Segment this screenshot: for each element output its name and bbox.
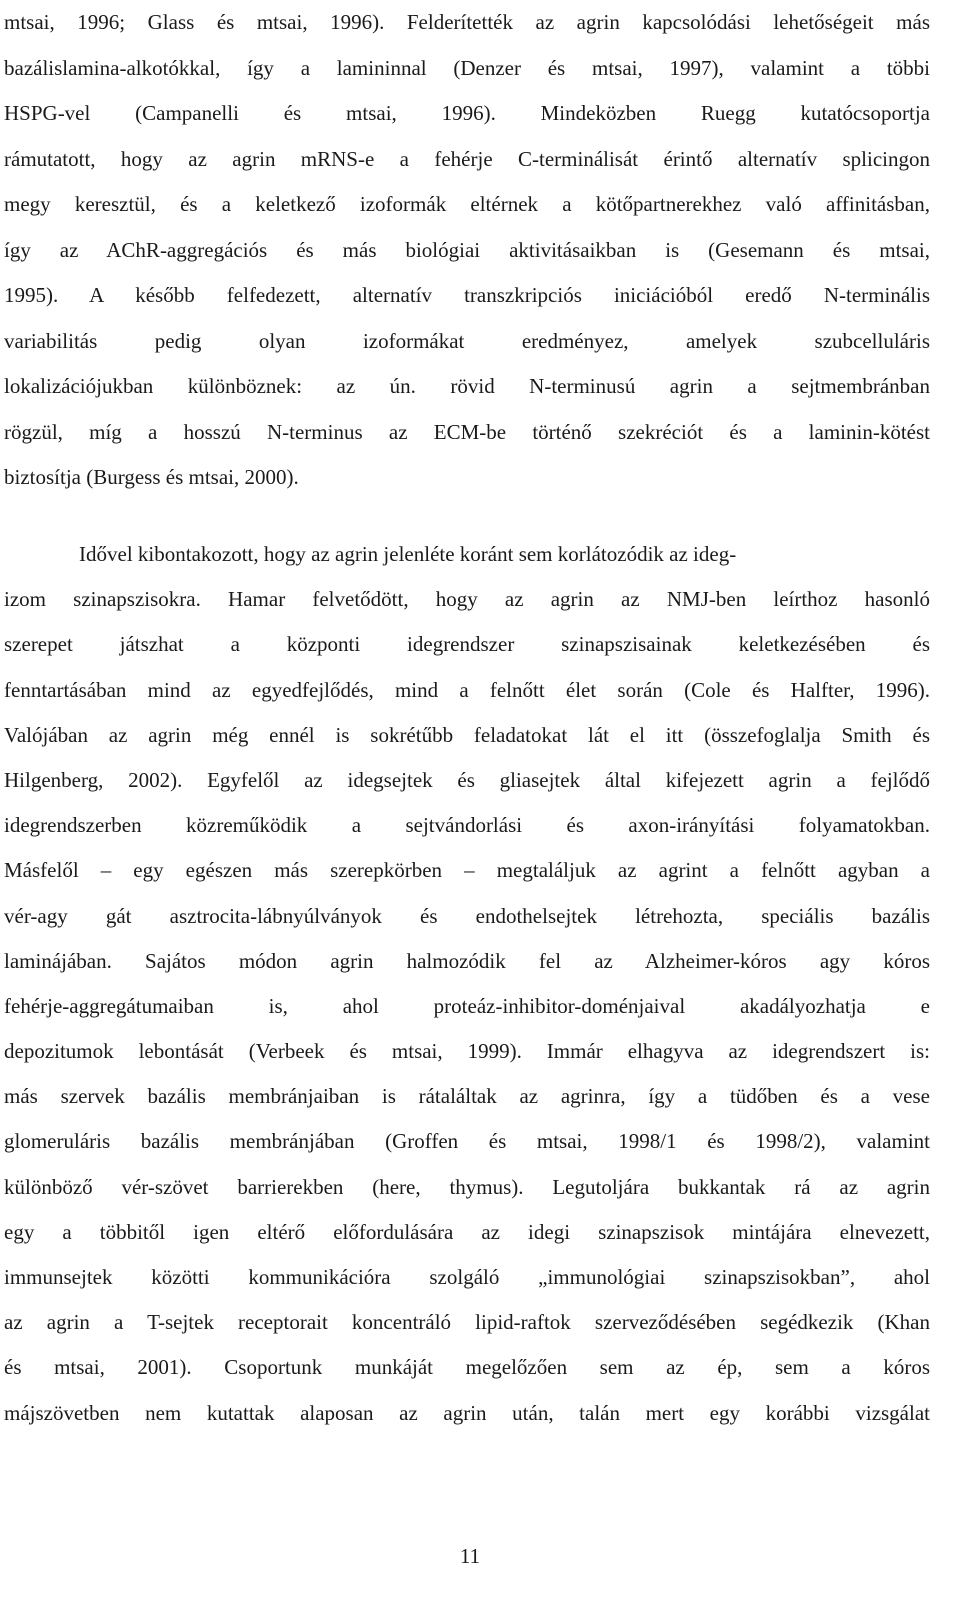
- text-line: és mtsai, 2001). Csoportunk munkáját megelőzően sem az ép, sem a kóros: [4, 1355, 930, 1380]
- text-line: variabilitás pedig olyan izoformákat eredményez, amelyek szubcelluláris: [4, 328, 930, 353]
- text-line: biztosítja (Burgess és mtsai, 2000).: [4, 465, 299, 489]
- text-line: vér-agy gát asztrocita-lábnyúlványok és endothelsejtek létrehozta, speciális bazális: [4, 903, 930, 928]
- text-line: 1995). A később felfedezett, alternatív transzkripciós iniciációból eredő N-terminális: [4, 283, 930, 307]
- text-line: így az AChR-aggregációs és más biológiai aktivitásaikban is (Gesemann és mtsai,: [4, 237, 930, 262]
- text-line: más szervek bazális membránjaiban is rátaláltak az agrinra, így a tüdőben és a vese: [4, 1084, 930, 1109]
- text-line: Valójában az agrin még ennél is sokrétűbb feladatokat lát el itt (összefoglalja Smith és: [4, 722, 930, 747]
- text-line: szerepet játszhat a központi idegrendszer szinapszisainak keletkezésében és: [4, 632, 930, 657]
- text-line: idegrendszerben közreműködik a sejtvándorlási és axon-irányítási folyamatokban.: [4, 813, 930, 838]
- text-line: az agrin a T-sejtek receptorait koncentráló lipid-raftok szerveződésében segédkezik (Khan: [4, 1310, 930, 1335]
- text-line: lokalizációjukban különböznek: az ún. rövid N-terminusú agrin a sejtmembránban: [4, 374, 930, 398]
- paragraph-1: [4, 0, 930, 501]
- text-line: különböző vér-szövet barrierekben (here, thymus). Legutoljára bukkantak rá az agrin: [4, 1174, 930, 1199]
- text-line: mtsai, 1996; Glass és mtsai, 1996). Felderítették az agrin kapcsolódási lehetőségeit más: [4, 10, 930, 34]
- text-line: laminájában. Sajátos módon agrin halmozódik fel az Alzheimer-kóros agy kóros: [4, 948, 930, 973]
- text-line: rögzül, míg a hosszú N-terminus az ECM-be történő szekréciót és a laminin-kötést: [4, 419, 930, 444]
- text-line: fehérje-aggregátumaiban is, ahol proteáz-inhibitor-doménjaival akadályozhatja e: [4, 993, 930, 1018]
- text-line: HSPG-vel (Campanelli és mtsai, 1996). Mindeközben Ruegg kutatócsoportja: [4, 101, 930, 125]
- text-line: májszövetben nem kutattak alaposan az agrin után, talán mert egy korábbi vizsgálat: [4, 1400, 930, 1425]
- paragraph-2: [4, 532, 930, 1436]
- text-line: Hilgenberg, 2002). Egyfelől az idegsejtek és gliasejtek által kifejezett agrin a fejlődő: [4, 767, 930, 792]
- text-line: bazálislamina-alkotókkal, így a lamininnal (Denzer és mtsai, 1997), valamint a többi: [4, 55, 930, 80]
- text-line: rámutatott, hogy az agrin mRNS-e a fehérje C-terminálisát érintő alternatív splicingon: [4, 146, 930, 171]
- text-line: glomeruláris bazális membránjában (Groffen és mtsai, 1998/1 és 1998/2), valamint: [4, 1129, 930, 1154]
- text-line: Idővel kibontakozott, hogy az agrin jelenléte koránt sem korlátozódik az ideg-: [79, 542, 737, 566]
- text-line: egy a többitől igen eltérő előfordulására az idegi szinapszisok mintájára elnevezett,: [4, 1219, 930, 1244]
- text-line: Másfelől – egy egészen más szerepkörben – megtaláljuk az agrint a felnőtt agyban a: [4, 858, 930, 883]
- text-line: megy keresztül, és a keletkező izoformák eltérnek a kötőpartnerekhez való affinitásban,: [4, 192, 930, 216]
- text-line: izom szinapszisokra. Hamar felvetődött, hogy az agrin az NMJ-ben leírthoz hasonló: [4, 587, 930, 612]
- text-line: depozitumok lebontását (Verbeek és mtsai, 1999). Immár elhagyva az idegrendszert is:: [4, 1039, 930, 1064]
- page-number: 11: [459, 1544, 481, 1568]
- text-line: immunsejtek közötti kommunikációra szolgáló „immunológiai szinapszisokban”, ahol: [4, 1265, 930, 1289]
- text-line: fenntartásában mind az egyedfejlődés, mind a felnőtt élet során (Cole és Halfter, 1996).: [4, 677, 930, 702]
